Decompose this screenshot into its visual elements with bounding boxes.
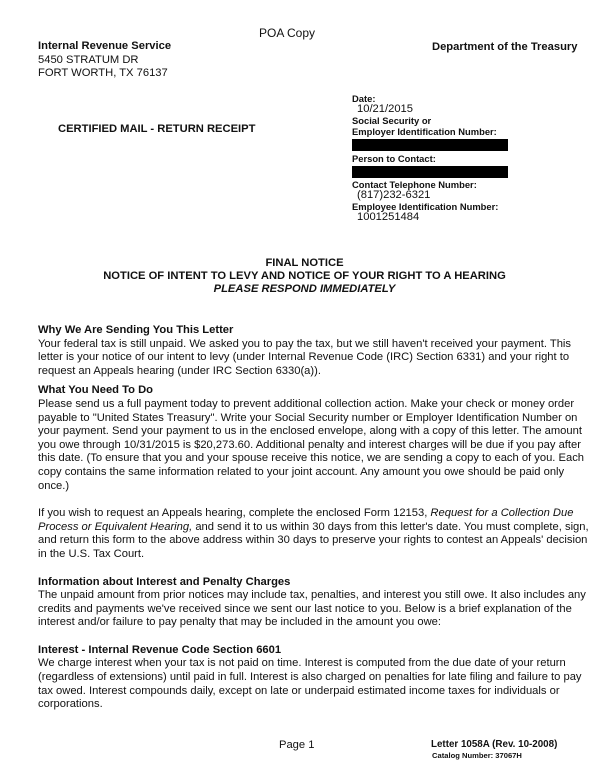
date-label: Date: bbox=[352, 93, 376, 104]
sender-address bbox=[38, 40, 171, 81]
redacted-contact bbox=[352, 166, 508, 178]
why-paragraph: Your federal tax is still unpaid. We asked you to pay the tax, but we still haven't received your payment. This letter is your notice of our intent to levy (under Internal Revenue Code (IRC) Section 6331) and your right to request an Appeals hearing (under IRC Section 6330(a)). bbox=[38, 337, 571, 377]
sender-street: 5450 STRATUM DR bbox=[38, 53, 139, 66]
department-name: Department of the Treasury bbox=[432, 41, 578, 53]
appeal-form-name: Request for a Collection Due Process or Equivalent Hearing, bbox=[38, 507, 574, 533]
ssn-label-line1: Social Security or bbox=[352, 115, 432, 126]
interest-paragraph: The unpaid amount from prior notices may include tax, penalties, and interest you still owe. It also includes any credits and payments we've received since we sent our last notice to you. Below is a brief explanation of the interest and/or failure to pay penalty that may be included in the amount you owe: bbox=[38, 589, 586, 629]
todo-paragraph: Please send us a full payment today to prevent additional collection action. Make your check or money order payable to "United States Treasury". Write your Social Security number or Employer Identification Number on your payment. Send your payment to us in the enclosed envelope, along with a copy of this letter. The amount you owe through 10/31/2015 is $20,273.60. Additional penalty and interest charges will be due if you pay after this date. (To ensure that you and your spouse receive this notice, we are sending a copy to each of you. Each copy contains the same information related to your joint account. Any amount you owe should be paid only once.) bbox=[38, 397, 585, 492]
respond-banner: PLEASE RESPOND IMMEDIATELY bbox=[213, 283, 396, 295]
employee-id-label: Employee Identification Number: bbox=[352, 201, 499, 212]
employee-id-value: 1001251484 bbox=[357, 211, 420, 223]
letter-form-number: Letter 1058A (Rev. 10-2008) bbox=[431, 739, 558, 750]
code-paragraph: We charge interest when your tax is not paid on time. Interest is computed from the due date of your return (regardless of extensions) until paid in full. Interest is also charged on penalties for late filing and failure to pay tax owed. Interest compounds daily, except on late or underpaid estimated income taxes for individuals or corporations. bbox=[38, 657, 582, 711]
ssn-label-line2: Employer Identification Number: bbox=[352, 126, 497, 137]
date-value: 10/21/2015 bbox=[357, 103, 413, 115]
contact-label: Person to Contact: bbox=[352, 153, 436, 164]
sender-name: Internal Revenue Service bbox=[38, 40, 172, 52]
notice-subtitle: NOTICE OF INTENT TO LEVY AND NOTICE OF YOUR RIGHT TO A HEARING bbox=[103, 270, 506, 282]
phone-label: Contact Telephone Number: bbox=[352, 179, 477, 190]
todo-heading: What You Need To Do bbox=[38, 384, 153, 397]
catalog-number: Catalog Number: 37067H bbox=[432, 751, 522, 760]
phone-value: (817)232-6321 bbox=[357, 189, 431, 201]
sender-city: FORT WORTH, TX 76137 bbox=[38, 67, 168, 79]
why-heading: Why We Are Sending You This Letter bbox=[38, 324, 234, 336]
interest-heading: Information about Interest and Penalty Charges bbox=[38, 575, 291, 588]
code-heading: Interest - Internal Revenue Code Section 6601 bbox=[38, 643, 282, 656]
letter-body bbox=[38, 324, 590, 712]
redacted-ssn bbox=[352, 139, 508, 151]
mail-type: CERTIFIED MAIL - RETURN RECEIPT bbox=[58, 123, 256, 135]
appeal-text-start: If you wish to request an Appeals hearing, complete the enclosed Form 12153, bbox=[38, 507, 431, 520]
copy-label: POA Copy bbox=[259, 26, 316, 40]
page-number: Page 1 bbox=[279, 739, 315, 751]
appeal-paragraph bbox=[38, 507, 590, 561]
appeal-text-end: and send it to us within 30 days from this letter's date. You must complete, sign, and return this form to the above address within 30 days to preserve your rights to contest an Appeals' decision in the U.S. Tax Court. bbox=[38, 520, 589, 560]
notice-title: FINAL NOTICE bbox=[265, 257, 344, 269]
